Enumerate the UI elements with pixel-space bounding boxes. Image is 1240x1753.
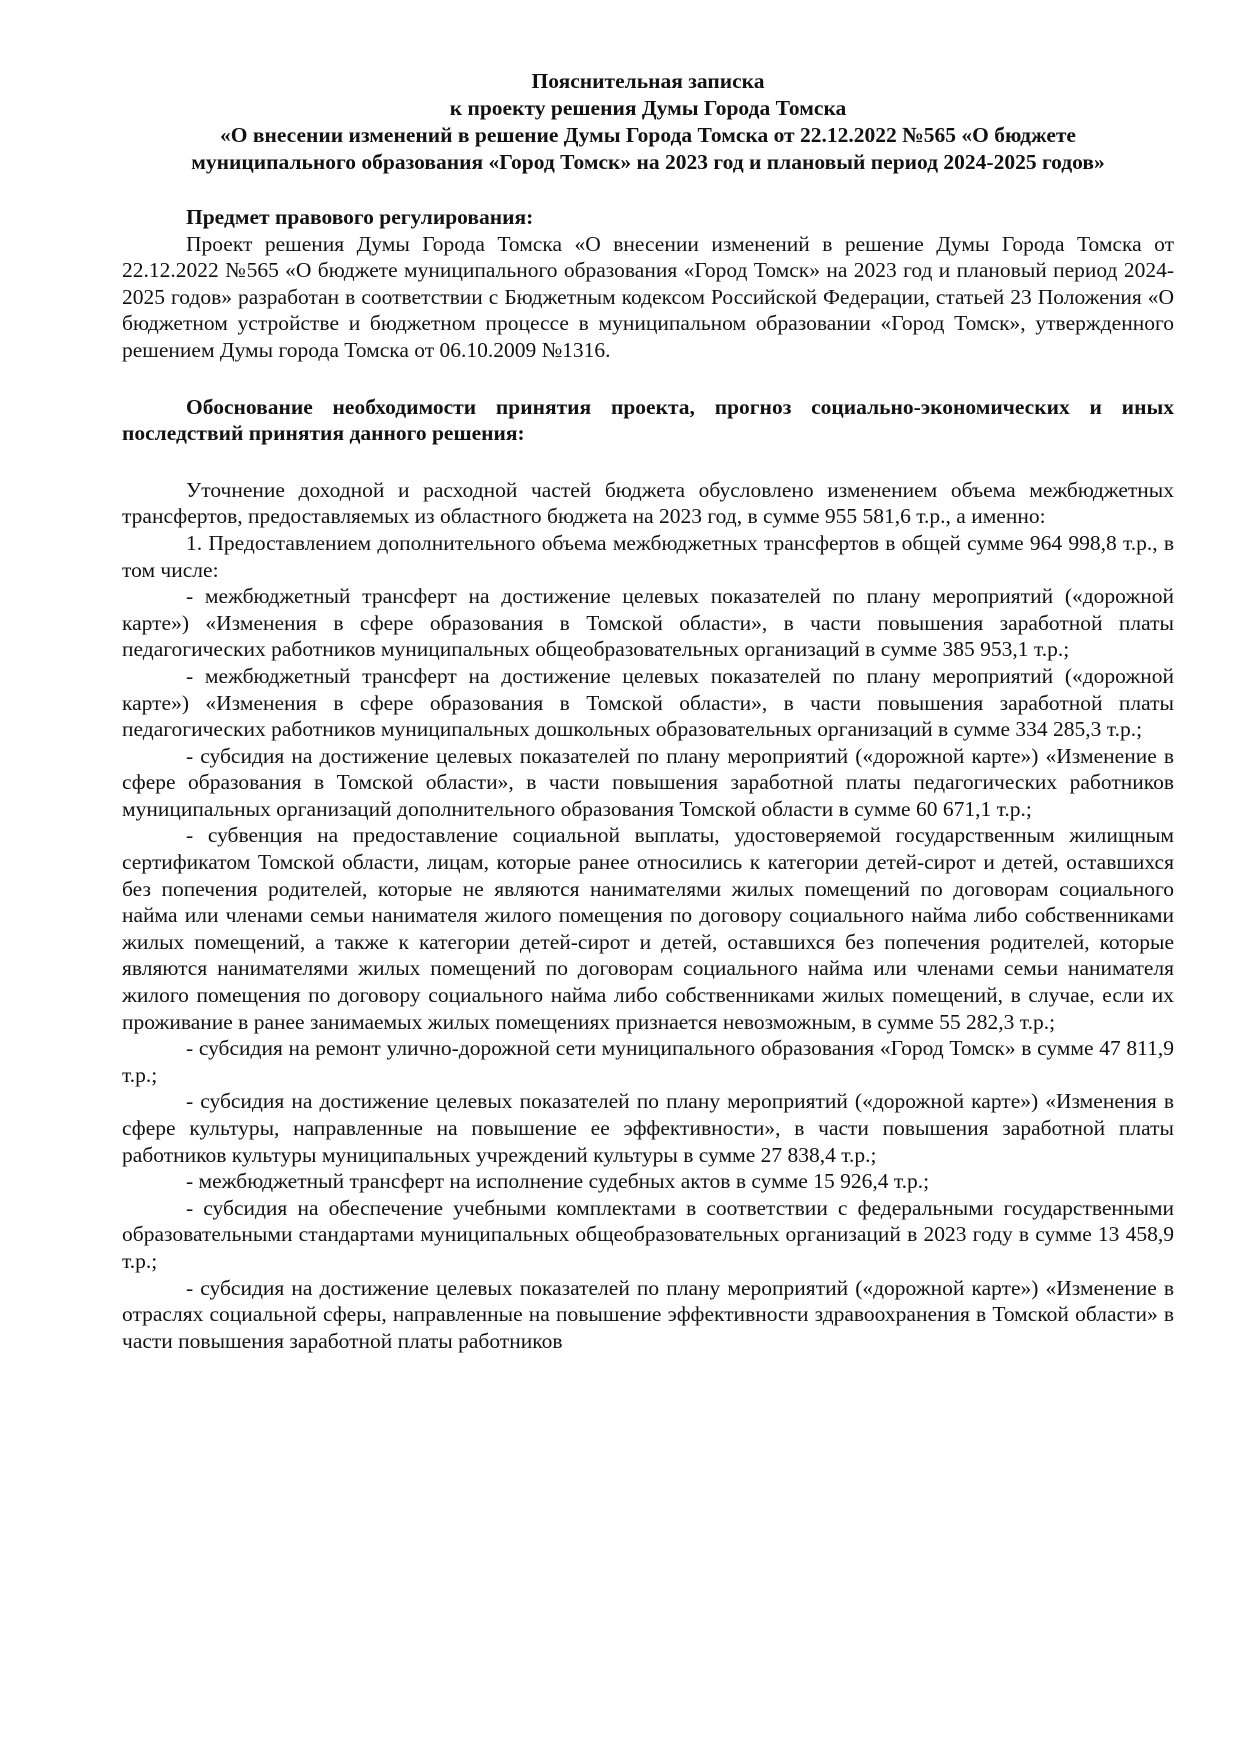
- list-item: - субвенция на предоставление социальной выплаты, удостоверяемой государственным жилищным сертификатом Томской области, лицам, которые ранее относились к категории детей-сирот и детей, оставшихся без попечения родителей, которые не являются нанимателями жилых помещений по договорам социального найма или членами семьи нанимателя жилого помещения по договору социального найма либо собственниками жилых помещений, а также к категории детей-сирот и детей, оставшихся без попечения родителей, которые являются нанимателями жилых помещений по договорам социального найма или членами семьи нанимателя жилого помещения по договору социального найма либо собственниками жилых помещений, в случае, если их проживание в ранее занимаемых жилых помещениях признается невозможным, в сумме 55 282,3 т.р.;: [122, 823, 1174, 1034]
- paragraph: 1. Предоставлением дополнительного объема межбюджетных трансфертов в общей сумме 964 998,8 т.р., в том числе:: [122, 530, 1174, 582]
- list-item: - межбюджетный трансферт на достижение целевых показателей по плану мероприятий («дорожной карте») «Изменения в сфере образования в Томской области», в части повышения заработной платы педагогических работников муниципальных дошкольных образовательных организаций в сумме 334 285,3 т.р.;: [122, 663, 1174, 742]
- section-heading-justification: Обоснование необходимости принятия проекта, прогноз социально-экономических и иных последствий принятия данного решения:: [122, 394, 1174, 446]
- list-item: - субсидия на ремонт улично-дорожной сети муниципального образования «Город Томск» в сумме 47 811,9 т.р.;: [122, 1036, 1174, 1087]
- list-item: - межбюджетный трансферт на достижение целевых показателей по плану мероприятий («дорожной карте») «Изменения в сфере образования в Томской области», в части повышения заработной платы педагогических работников муниципальных общеобразовательных организаций в сумме 385 953,1 т.р.;: [122, 584, 1174, 662]
- list-item: - субсидия на достижение целевых показателей по плану мероприятий («дорожной карте») «Изменение в сфере образования в Томской области», в части повышения заработной платы педагогических работников муниципальных организаций дополнительного образования Томской области в сумме 60 671,1 т.р.;: [122, 743, 1174, 821]
- section-heading-subject: Предмет правового регулирования:: [186, 205, 534, 229]
- list-item: - субсидия на обеспечение учебными комплектами в соответствии с федеральными государственными образовательными стандартами муниципальных общеобразовательных организаций в 2023 году в сумме 13 458,9 т.р.;: [122, 1195, 1174, 1273]
- document-title: Пояснительная записка: [531, 69, 765, 93]
- paragraph: Уточнение доходной и расходной частей бюджета обусловлено изменением объема межбюджетных трансфертов, предоставляемых из областного бюджета на 2023 год, в сумме 955 581,6 т.р., а именно:: [122, 477, 1174, 529]
- list-item: - субсидия на достижение целевых показателей по плану мероприятий («дорожной карте») «Изменение в отраслях социальной сферы, направленные на повышение эффективности здравоохранения в Томской области» в части повышения заработной платы работников: [122, 1275, 1174, 1353]
- list-item: - межбюджетный трансферт на исполнение судебных актов в сумме 15 926,4 т.р.;: [186, 1169, 930, 1194]
- list-item: - субсидия на достижение целевых показателей по плану мероприятий («дорожной карте») «Изменения в сфере культуры, направленные на повышение ее эффективности», в части повышения заработной платы работников культуры муниципальных учреждений культуры в сумме 27 838,4 т.р.;: [122, 1089, 1174, 1167]
- document-title-decision: «О внесении изменений в решение Думы Города Томска от 22.12.2022 №565 «О бюджете муниципального образования «Город Томск» на 2023 год и плановый период 2024-2025 годов»: [191, 123, 1105, 174]
- section-text-subject: Проект решения Думы Города Томска «О внесении изменений в решение Думы Города Томска от 22.12.2022 №565 «О бюджете муниципального образования «Город Томск» на 2023 год и плановый период 2024-2025 годов» разработан в соответствии с Бюджетным кодексом Российской Федерации, статьей 23 Положения «О бюджетном устройстве и бюджетном процессе в муниципальном образовании «Город Томск», утвержденного решением Думы города Томска от 06.10.2009 №1316.: [122, 231, 1174, 362]
- document-subtitle: к проекту решения Думы Города Томска: [449, 96, 847, 120]
- document-page: [122, 68, 1174, 1354]
